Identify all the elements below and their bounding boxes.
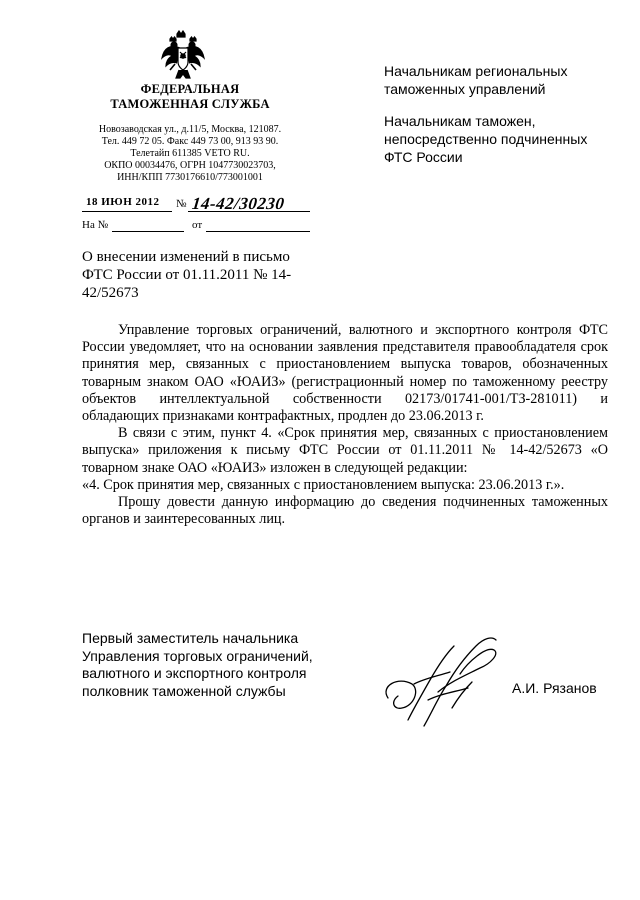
signatory-line2: Управления торговых ограничений,	[82, 647, 313, 664]
signatory-line4: полковник таможенной службы	[82, 682, 286, 699]
contact-teletype: Телетайп 611385 VETO RU.	[130, 148, 250, 159]
reference-number-underline	[112, 231, 184, 232]
contact-phones: Тел. 449 72 05. Факс 449 73 00, 913 93 90.	[101, 136, 279, 147]
signatory-position	[82, 630, 382, 700]
reference-date-underline	[206, 231, 310, 232]
contact-inn-kpp: ИНН/КПП 7730176610/773001001	[117, 172, 263, 183]
agency-name-line2: ТАМОЖЕННАЯ СЛУЖБА	[110, 97, 270, 111]
signer-name: А.И. Рязанов	[512, 680, 597, 696]
registration-number: 14-42/30230	[191, 194, 286, 213]
registration-date-stamp: 18 ИЮН 2012	[86, 196, 160, 208]
reg-date-underline	[82, 211, 172, 212]
body-paragraph-3: «4. Срок принятия мер, связанных с приостановлением выпуска: 23.06.2013 г.».	[82, 476, 565, 493]
body-paragraph-4: Прошу довести данную информацию до сведения подчиненных таможенных органов и заинтересованных лиц.	[82, 494, 608, 528]
recipients-block	[384, 62, 604, 166]
body-paragraph-1: Управление торговых ограничений, валютного и экспортного контроля ФТС России уведомляет, что на основании заявления представителя правообладателя срок принятия мер, связанных с приостановлением выпуска товаров, обозначенных товарным знаком ОАО «ЮАИЗ» (регистрационный номер по таможенному реестру объектов интеллектуальной собственности 02173/01741-001/ТЗ-281011) и обладающих признаками контрафактных, продлен до 23.06.2013 г.	[82, 322, 608, 425]
recipient-2-line3: ФТС России	[384, 149, 463, 165]
recipient-2	[384, 112, 604, 166]
letter-body	[82, 322, 608, 528]
recipient-2-line2: непосредственно подчиненных	[384, 131, 588, 147]
agency-contacts	[60, 124, 320, 184]
handwritten-signature	[368, 628, 518, 738]
letter-subject: О внесении изменений в письмо ФТС России от 01.11.2011 № 14-42/52673	[82, 249, 292, 301]
agency-name-line1: ФЕДЕРАЛЬНАЯ	[140, 82, 240, 96]
reference-date-label: от	[192, 219, 203, 231]
contact-address: Новозаводская ул., д.11/5, Москва, 121087.	[98, 124, 282, 135]
body-paragraph-2: В связи с этим, пункт 4. «Срок принятия мер, связанных с приостановлением выпуска» приложения к письму ФТС России от 01.11.2011 № 14-42/52673 «О товарном знаке ОАО «ЮАИЗ» изложен в следующей редакции:	[82, 425, 608, 476]
reg-number-sign: №	[176, 198, 187, 210]
signatory-line1: Первый заместитель начальника	[82, 630, 299, 646]
coat-of-arms-emblem	[160, 30, 206, 82]
reference-number-label: На №	[82, 219, 109, 231]
signatory-line3: валютного и экспортного контроля	[82, 665, 307, 681]
agency-name	[60, 82, 320, 112]
recipient-1-line2: таможенных управлений	[384, 81, 546, 97]
contact-okpo-ogrn: ОКПО 00034476, ОГРН 1047730023703,	[104, 160, 276, 171]
recipient-1	[384, 62, 604, 98]
recipient-2-line1: Начальникам таможен,	[384, 113, 536, 129]
recipient-1-line1: Начальникам региональных	[384, 63, 568, 79]
